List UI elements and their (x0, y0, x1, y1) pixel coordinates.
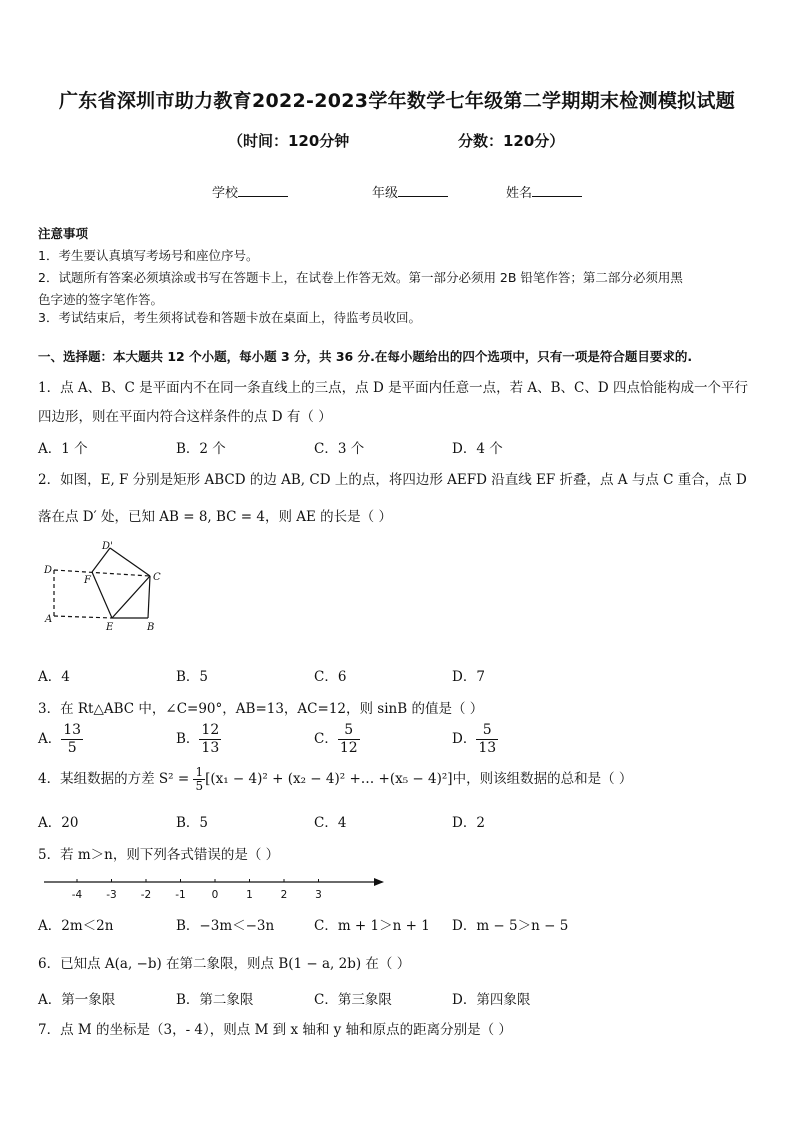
q6-option-a: A．第一象限 (38, 992, 116, 1008)
q6-option-d: D．第四象限 (452, 992, 531, 1008)
q1-option-b: B．2 个 (176, 441, 226, 457)
q1-option-d: D．4 个 (452, 441, 503, 457)
q3-stem: 3．在 Rt△ABC 中，∠C=90°，AB=13，AC=12，则 sinB 的值是（ ） (38, 701, 484, 717)
q5-number-line (40, 868, 390, 902)
number-line-tick-label: -1 (175, 889, 186, 901)
q3-option-c: C． $\frac{5}{12}$ (314, 722, 358, 756)
q4-option-d: D．2 (452, 815, 485, 831)
number-line-arrow-icon (374, 878, 384, 886)
grade-blank (398, 184, 448, 197)
q2-option-d: D．7 (452, 669, 485, 685)
number-line-tick-label: 1 (246, 889, 253, 901)
note-item: 1．考生要认真填写考场号和座位序号。 (38, 248, 259, 263)
q2-line1: 2．如图，E, F 分别是矩形 ABCD 的边 AB, CD 上的点，将四边形 AEFD 沿直线 EF 折叠，点 A 与点 C 重合，点 D (38, 472, 747, 488)
q1-line2: 四边形，则在平面内符合这样条件的点 D 有（ ） (38, 409, 332, 425)
q3-option-b: B． $\frac{12}{13}$ (176, 722, 220, 756)
q2-line2: 落在点 D′ 处，已知 AB = 8, BC = 4，则 AE 的长是（ ） (38, 509, 392, 525)
fig-edge-ae (54, 616, 112, 618)
number-line-tick-label: -4 (71, 889, 83, 901)
q1-option-c: C．3 个 (314, 441, 365, 457)
fig-edge-bc (148, 576, 150, 618)
school-field: 学校 (212, 182, 288, 201)
fig-label-d: D (44, 565, 53, 576)
fig-label-d-prime: D' (102, 541, 113, 552)
fig-label-a: A (45, 614, 53, 625)
q4-option-a: A．20 (38, 815, 79, 831)
q7-stem: 7．点 M 的坐标是（3，- 4），则点 M 到 x 轴和 y 轴和原点的距离分别是（ ） (38, 1022, 512, 1038)
exam-score: 分数：120分） (458, 132, 565, 150)
q5-option-d: D．m − 5＞n − 5 (452, 918, 569, 934)
fig-label-f: F (84, 575, 91, 586)
q5-stem: 5．若 m＞n，则下列各式错误的是（ ） (38, 847, 280, 863)
note-item: 2．试题所有答案必须填涂或书写在答题卡上，在试卷上作答无效。第一部分必须用 2B 铅笔作答；第二部分必须用黑 (38, 270, 683, 285)
number-line-tick-label: 3 (315, 889, 322, 901)
number-line-tick-label: 2 (280, 889, 288, 901)
q4-option-b: B．5 (176, 815, 209, 831)
q1-line1: 1．点 A、B、C 是平面内不在同一条直线上的三点，点 D 是平面内任意一点，若 A、B、C、D 四点恰能构成一个平行 (38, 380, 748, 396)
number-line-tick-label: -2 (140, 889, 152, 901)
number-line-tick-label: 0 (211, 889, 219, 901)
fig-label-c: C (153, 572, 161, 583)
name-field: 姓名 (506, 182, 582, 201)
q5-option-a: A．2m＜2n (38, 918, 114, 934)
q6-option-b: B．第二象限 (176, 992, 254, 1008)
q2-option-c: C．6 (314, 669, 347, 685)
notes-heading: 注意事项 (38, 226, 89, 241)
q4-option-c: C．4 (314, 815, 347, 831)
q3-option-a: A． $\frac{13}{5}$ (38, 722, 82, 756)
q2-figure (40, 538, 180, 650)
q2-option-b: B．5 (176, 669, 209, 685)
name-blank (532, 184, 582, 197)
note-item: 3．考试结束后，考生须将试卷和答题卡放在桌面上，待监考员收回。 (38, 310, 421, 325)
fig-edge-ec (112, 576, 150, 618)
fig-edge-dc (54, 570, 150, 576)
school-blank (238, 184, 288, 197)
q3-option-d: D． $\frac{5}{13}$ (452, 722, 497, 756)
page-title: 广东省深圳市助力教育2022-2023学年数学七年级第二学期期末检测模拟试题 (58, 90, 736, 112)
fig-label-e: E (106, 622, 114, 633)
q5-option-c: C．m + 1＞n + 1 (314, 918, 430, 934)
fig-label-b: B (147, 622, 155, 633)
number-line-tick-label: -3 (106, 889, 117, 901)
fig-edge-fe (92, 572, 112, 618)
q6-option-c: C．第三象限 (314, 992, 392, 1008)
q6-stem: 6．已知点 A(a, −b) 在第二象限，则点 B(1 − a, 2b) 在（ ） (38, 956, 411, 972)
fig-edge-d-prime-c (110, 548, 150, 576)
q1-option-a: A．1 个 (38, 441, 88, 457)
q4-stem: 4．某组数据的方差 S² = $\frac{1}{5}$ [(x₁ − 4)² + (x₂ − 4)² +… +(x₅ − 4)²]中，则该组数据的总和是（ ） (38, 765, 633, 793)
grade-field: 年级 (372, 182, 448, 201)
note-item: 色字迹的签字笔作答。 (38, 292, 164, 307)
exam-time: （时间：120分钟 (228, 132, 350, 150)
section-heading: 一、选择题：本大题共 12 个小题，每小题 3 分，共 36 分.在每小题给出的四个选项中，只有一项是符合题目要求的. (38, 349, 693, 364)
q5-option-b: B．−3m＜−3n (176, 918, 275, 934)
q2-option-a: A．4 (38, 669, 70, 685)
